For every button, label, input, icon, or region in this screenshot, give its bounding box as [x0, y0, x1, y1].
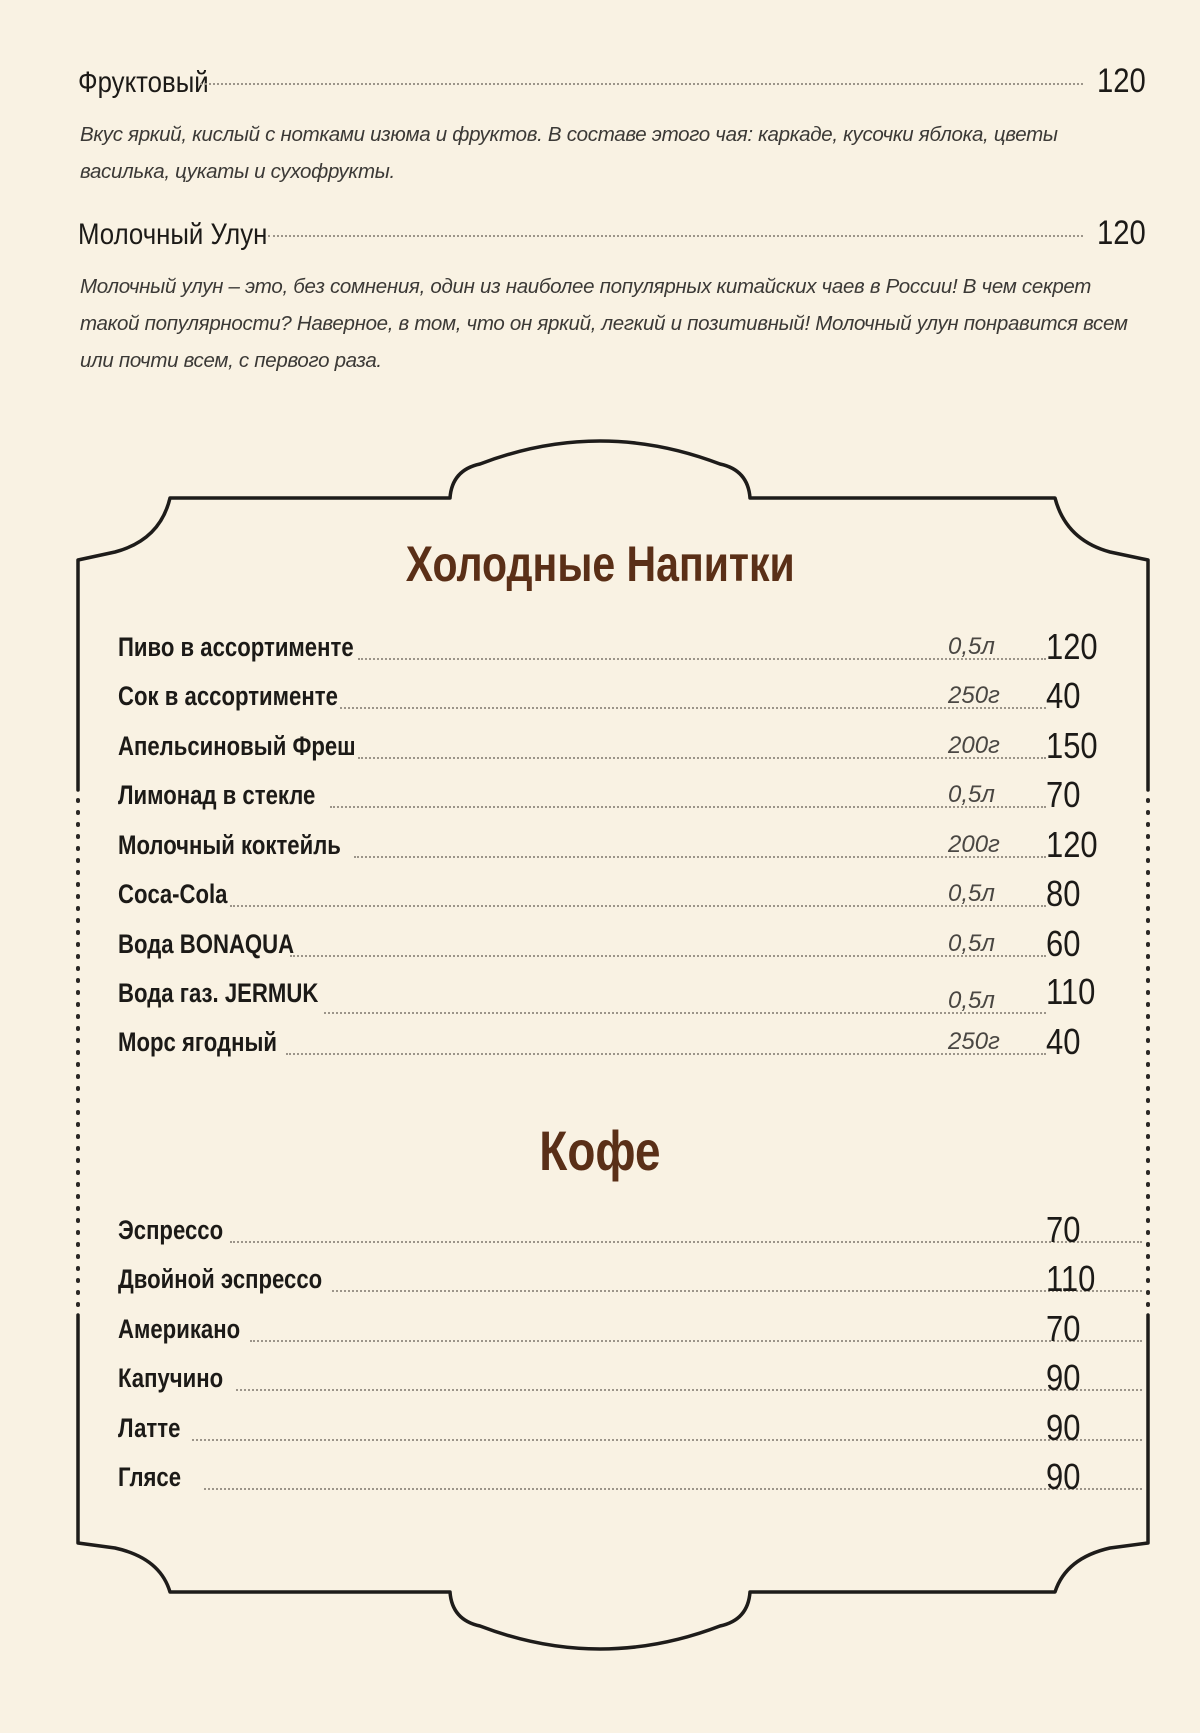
coffee-name: Двойной эспрессо [118, 1263, 323, 1294]
dotted-leader [250, 1340, 1142, 1342]
tea-item-description: Вкус яркий, кислый с нотками изюма и фруктов. В составе этого чая: каркаде, кусочки яблока, цветы василька, цукаты и сухофрукты. [80, 123, 1058, 183]
drink-price: 80 [1046, 873, 1081, 914]
drink-price: 70 [1046, 774, 1081, 815]
drink-name: Морс ягодный [118, 1026, 277, 1057]
coffee-price: 90 [1046, 1357, 1081, 1398]
drink-price: 120 [1046, 824, 1098, 865]
menu-row [118, 973, 1098, 1013]
menu-row [118, 726, 1098, 766]
menu-row [118, 1210, 1098, 1250]
drink-volume: 0,5л [948, 987, 995, 1014]
coffee-price: 90 [1046, 1456, 1081, 1497]
drink-volume: 0,5л [948, 880, 995, 907]
coffee-price: 90 [1046, 1407, 1081, 1448]
section-title-cold-drinks: Холодные Напитки [405, 536, 795, 592]
drink-price: 120 [1046, 626, 1098, 667]
menu-row [118, 1457, 1098, 1497]
drink-volume: 250г [948, 682, 1000, 709]
tea-item-description: Молочный улун – это, без сомнения, один из наиболее популярных китайских чаев в России! В чем секрет такой популярности? Наверное, в том, что он яркий, легкий и позитивный! Молочный улун понравится всем или почти всем, с первого раза. [80, 275, 1128, 372]
dotted-leader [340, 707, 1046, 709]
drink-price: 150 [1046, 725, 1098, 766]
tea-item-name: Фруктовый [78, 66, 209, 99]
drink-price: 110 [1046, 971, 1096, 1012]
dotted-leader [330, 806, 1046, 808]
dotted-leader [358, 757, 1046, 759]
drink-volume: 0,5л [948, 930, 995, 957]
drink-volume: 0,5л [948, 633, 995, 660]
drink-name: Лимонад в стекле [118, 779, 316, 810]
drink-name: Пиво в ассортименте [118, 631, 354, 662]
menu-row [118, 1309, 1098, 1349]
drink-name: Вода газ. JERMUK [118, 977, 319, 1008]
dotted-leader [230, 1241, 1142, 1243]
dotted-leader [290, 955, 1046, 957]
coffee-name: Эспрессо [118, 1214, 224, 1245]
coffee-name: Капучино [118, 1362, 224, 1393]
drink-price: 40 [1046, 1021, 1081, 1062]
dotted-leader [192, 1439, 1142, 1441]
drink-name: Вода BONAQUA [118, 928, 295, 959]
dotted-leader [236, 1389, 1142, 1391]
menu-row [118, 1408, 1098, 1448]
menu-row [118, 676, 1098, 716]
drink-price: 60 [1046, 923, 1081, 964]
coffee-price: 70 [1046, 1308, 1081, 1349]
dotted-leader [358, 658, 1046, 660]
coffee-price: 110 [1046, 1258, 1096, 1299]
menu-row [118, 874, 1098, 914]
dotted-leader [230, 905, 1046, 907]
drink-volume: 0,5л [948, 781, 995, 808]
menu-row [118, 627, 1098, 667]
drink-volume: 200г [948, 831, 1000, 858]
drink-name: Апельсиновый Фреш [118, 730, 356, 761]
drink-price: 40 [1046, 675, 1081, 716]
coffee-name: Глясе [118, 1461, 182, 1492]
dotted-leader [204, 1488, 1142, 1490]
menu-row [118, 924, 1098, 964]
tea-item-name: Молочный Улун [78, 218, 268, 251]
menu-row [118, 825, 1098, 865]
section-title-coffee: Кофе [539, 1119, 661, 1182]
drink-name: Сок в ассортименте [118, 680, 338, 711]
dotted-leader [354, 856, 1046, 858]
tea-item-price: 120 [1097, 214, 1146, 252]
drink-volume: 250г [948, 1028, 1000, 1055]
coffee-price: 70 [1046, 1209, 1081, 1250]
drink-volume: 200г [948, 732, 1000, 759]
coffee-name: Американо [118, 1313, 241, 1344]
dotted-leader [286, 1053, 1046, 1055]
drink-name: Молочный коктейль [118, 829, 341, 860]
dotted-leader [324, 1012, 1046, 1014]
menu-row [118, 1358, 1098, 1398]
coffee-name: Латте [118, 1412, 181, 1443]
menu-row [118, 1022, 1098, 1062]
menu-row [118, 775, 1098, 815]
drink-name: Coca-Cola [118, 878, 228, 909]
menu-row [118, 1259, 1098, 1299]
dotted-leader [332, 1290, 1142, 1292]
tea-item-price: 120 [1097, 62, 1146, 100]
